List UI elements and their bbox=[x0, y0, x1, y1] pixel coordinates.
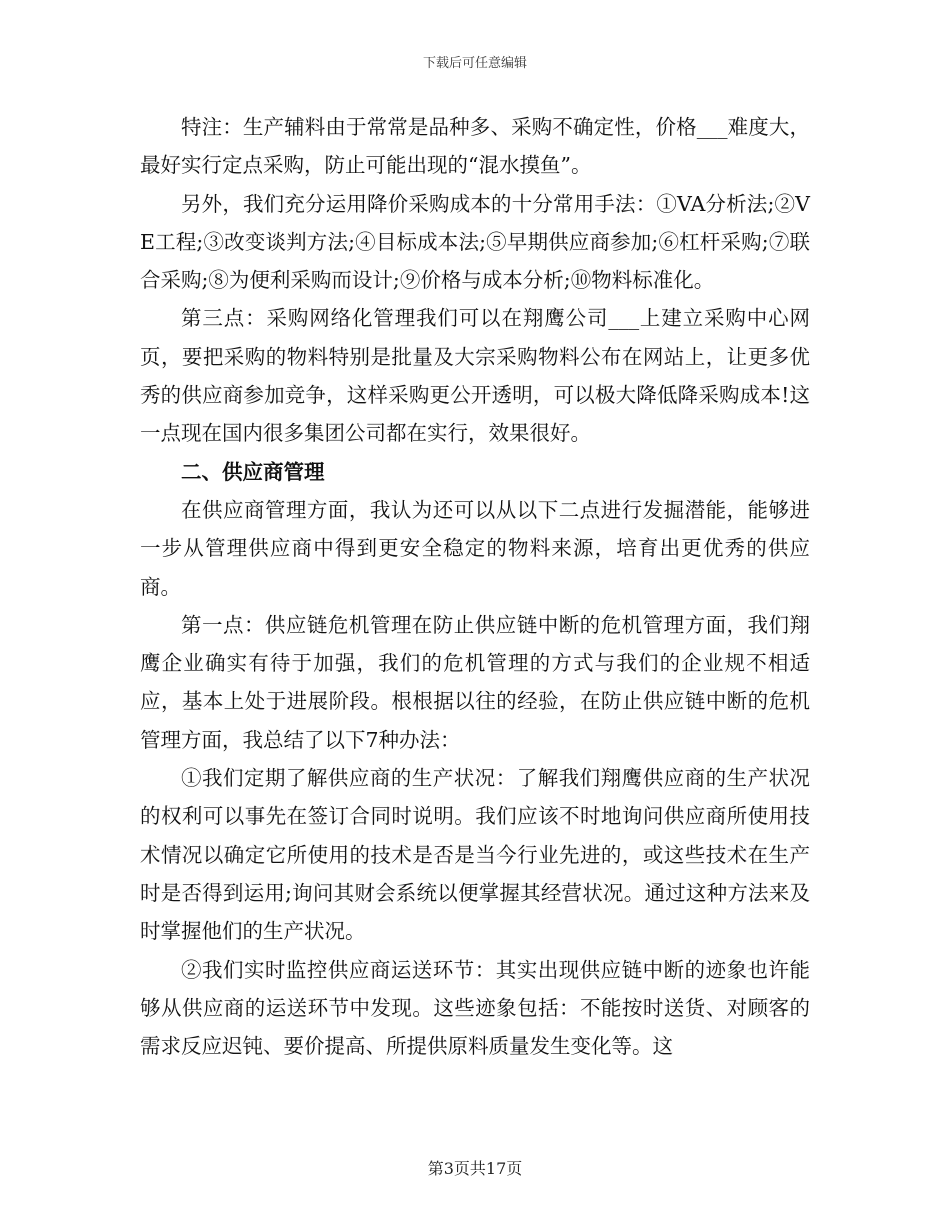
section-heading-supplier-management: 二、供应商管理 bbox=[181, 459, 325, 484]
paragraph-special-note: 特注：生产辅料由于常常是品种多、采购不确定性，价格___难度大，最好实行定点采购，防止可能出现的“混水摸鱼”。 bbox=[140, 115, 810, 178]
paragraph-item-two: ②我们实时监控供应商运送环节：其实出现供应链中断的迹象也许能够从供应商的运送环节中发现。这些迹象包括：不能按时送货、对顾客的需求反应迟钝、要价提高、所提供原料质量发生变化等。这 bbox=[140, 957, 810, 1059]
paragraph-item-one: ①我们定期了解供应商的生产状况：了解我们翔鹰供应商的生产状况的权利可以事先在签订合同时说明。我们应该不时地询问供应商所使用技术情况以确定它所使用的技术是否是当今行业先进的，或这些技术在生产时是否得到运用;询问其财会系统以便掌握其经营状况。通过这种方法来及时掌握他们的生产状况。 bbox=[140, 766, 810, 944]
page-number: 第3页共17页 bbox=[427, 1159, 523, 1178]
document-body bbox=[140, 108, 810, 1065]
paragraph-supplier-intro: 在供应商管理方面，我认为还可以从以下二点进行发掘潜能，能够进一步从管理供应商中得到更安全稳定的物料来源，培育出更优秀的供应商。 bbox=[140, 497, 810, 599]
paragraph-point-one: 第一点：供应链危机管理在防止供应链中断的危机管理方面，我们翔鹰企业确实有待于加强，我们的危机管理的方式与我们的企业规不相适应，基本上处于进展阶段。根根据以往的经验，在防止供应链中断的危机管理方面，我总结了以下7种办法： bbox=[140, 612, 810, 752]
paragraph-cost-methods: 另外，我们充分运用降价采购成本的十分常用手法：①VA分析法;②VE工程;③改变谈判方法;④目标成本法;⑤早期供应商参加;⑥杠杆采购;⑦联合采购;⑧为便利采购而设计;⑨价格与成本分析;⑩物料标准化。 bbox=[140, 191, 810, 293]
page-header-note: 下载后可任意编辑 bbox=[422, 56, 527, 71]
paragraph-point-three: 第三点：采购网络化管理我们可以在翔鹰公司___上建立采购中心网页，要把采购的物料特别是批量及大宗采购物料公布在网站上，让更多优秀的供应商参加竞争，这样采购更公开透明，可以极大降低降采购成本!这一点现在国内很多集团公司都在实行，效果很好。 bbox=[140, 306, 810, 446]
